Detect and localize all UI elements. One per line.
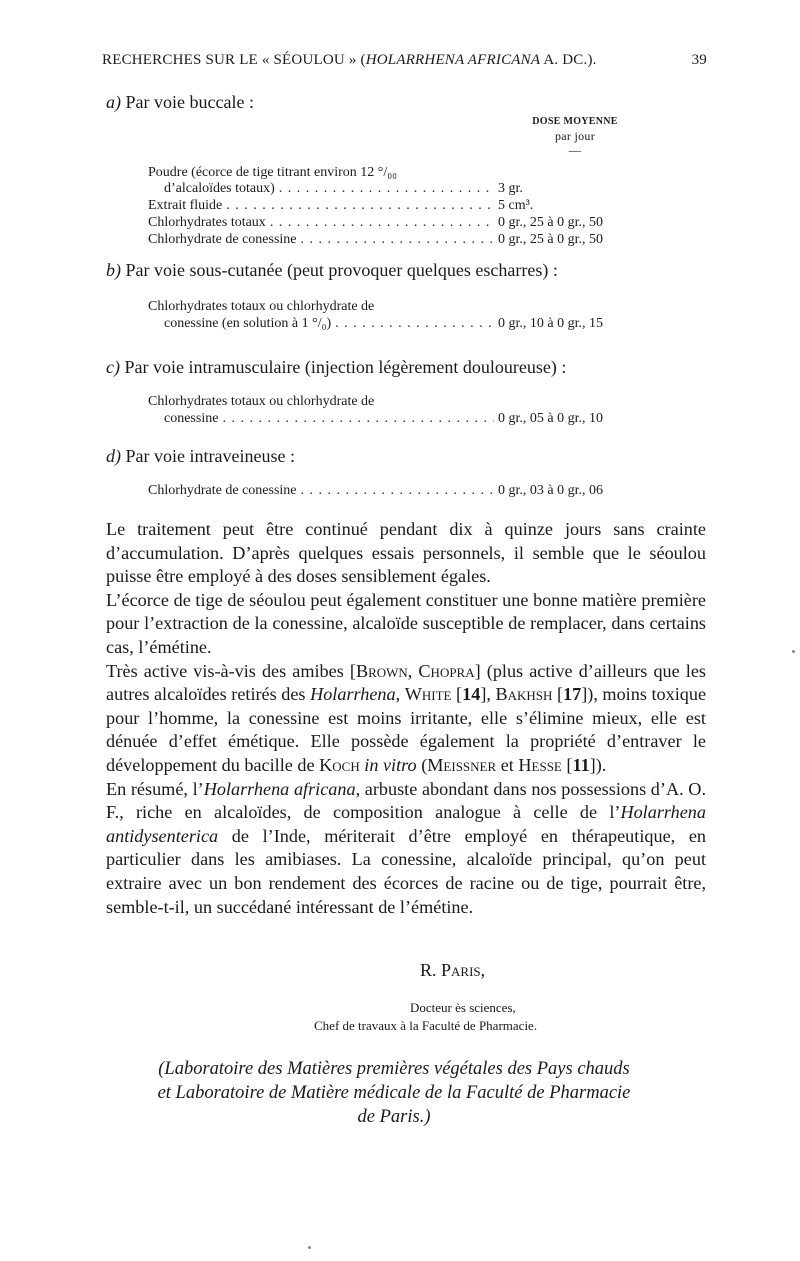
laboratory-note: (Laboratoire des Matières premières végétales des Pays chauds et Laboratoire de Matière médicale de la Faculté de Pharmacie de Paris.) — [157, 1059, 631, 1127]
paper-speck — [308, 1246, 311, 1249]
section-a-heading: a) Par voie buccale : — [106, 92, 254, 112]
author-position: Chef de travaux à la Faculté de Pharmacie. — [314, 1018, 538, 1033]
author-signature: R. Paris, — [420, 960, 486, 980]
dosage-row: conessine . . . 0 gr., 05 à 0 gr., 10 — [148, 411, 658, 427]
dosage-row: Chlorhydrate de conessine . . . 0 gr., 03 à 0 gr., 06 — [148, 483, 658, 499]
section-c-heading: c) Par voie intramusculaire (injection légèrement douloureuse) : — [106, 357, 567, 377]
dosage-row: Chlorhydrates totaux ou chlorhydrate de — [148, 299, 375, 314]
paragraph: L’écorce de tige de séoulou peut également constituer une bonne matière première pour l’extraction de la conessine, alcaloïde susceptible de remplacer, dans certains cas, l’émétine. — [106, 589, 706, 657]
section-b-heading: b) Par voie sous-cutanée (peut provoquer quelques escharres) : — [106, 260, 558, 280]
dose-column-header: DOSE MOYENNE par jour — — [532, 116, 618, 157]
dosage-row: Chlorhydrates totaux . . . 0 gr., 25 à 0 gr., 50 — [148, 215, 658, 231]
dosage-row: conessine (en solution à 1 °/₀) . . . 0 gr., 10 à 0 gr., 15 — [148, 316, 658, 332]
paragraph: Très active vis-à-vis des amibes [Brown, Chopra] (plus active d’ailleurs que les autres alcaloïdes retirés des Holarrhena, White [14], Bakhsh [17]), moins toxique pour l’homme, la conessine est moins irritante, elle s’élimine mieux, elle est dénuée d’effet émétique. Elle possède également la propriété d’entraver le développement du bacille de Koch in vitro (Meissner et Hesse [11]). — [106, 660, 707, 775]
dosage-row: d’alcaloïdes totaux) . . . 3 gr. — [148, 181, 658, 197]
paper-speck — [792, 650, 795, 653]
paragraph: En résumé, l’Holarrhena africana, arbuste abondant dans nos possessions d’A. O. F., riche en alcaloïdes, de composition analogue à celle de l’Holarrhena antidysenterica de l’Inde, mériterait d’être employé en thérapeutique, en particulier dans les amibiases. La conessine, alcaloïde principal, qu’on peut extraire avec un bon rendement des écorces de racine ou de tige, pourrait être, semble-t-il, un succédané intéressant de l’émétine. — [106, 778, 706, 917]
dosage-row: Chlorhydrate de conessine . . . 0 gr., 25 à 0 gr., 50 — [148, 232, 658, 248]
body-text — [106, 518, 706, 919]
dosage-row: Chlorhydrates totaux ou chlorhydrate de — [148, 394, 375, 409]
dosage-row: Poudre (écorce de tige titrant environ 12 °/₀₀ — [148, 165, 397, 180]
paragraph: Le traitement peut être continué pendant dix à quinze jours sans crainte d’accumulation. D’après quelques essais personnels, il semble que le séoulou puisse être employé à des doses sensiblement égales. — [106, 519, 706, 587]
running-header — [102, 52, 707, 69]
dosage-row: Extrait fluide . . . 5 cm³. — [148, 198, 658, 214]
page-number: 39 — [691, 52, 707, 68]
header-title: RECHERCHES SUR LE « SÉOULOU » (HOLARRHENA AFRICANA A. DC.). — [102, 52, 597, 68]
section-d-heading: d) Par voie intraveineuse : — [106, 446, 295, 466]
author-title: Docteur ès sciences, — [410, 1000, 516, 1015]
